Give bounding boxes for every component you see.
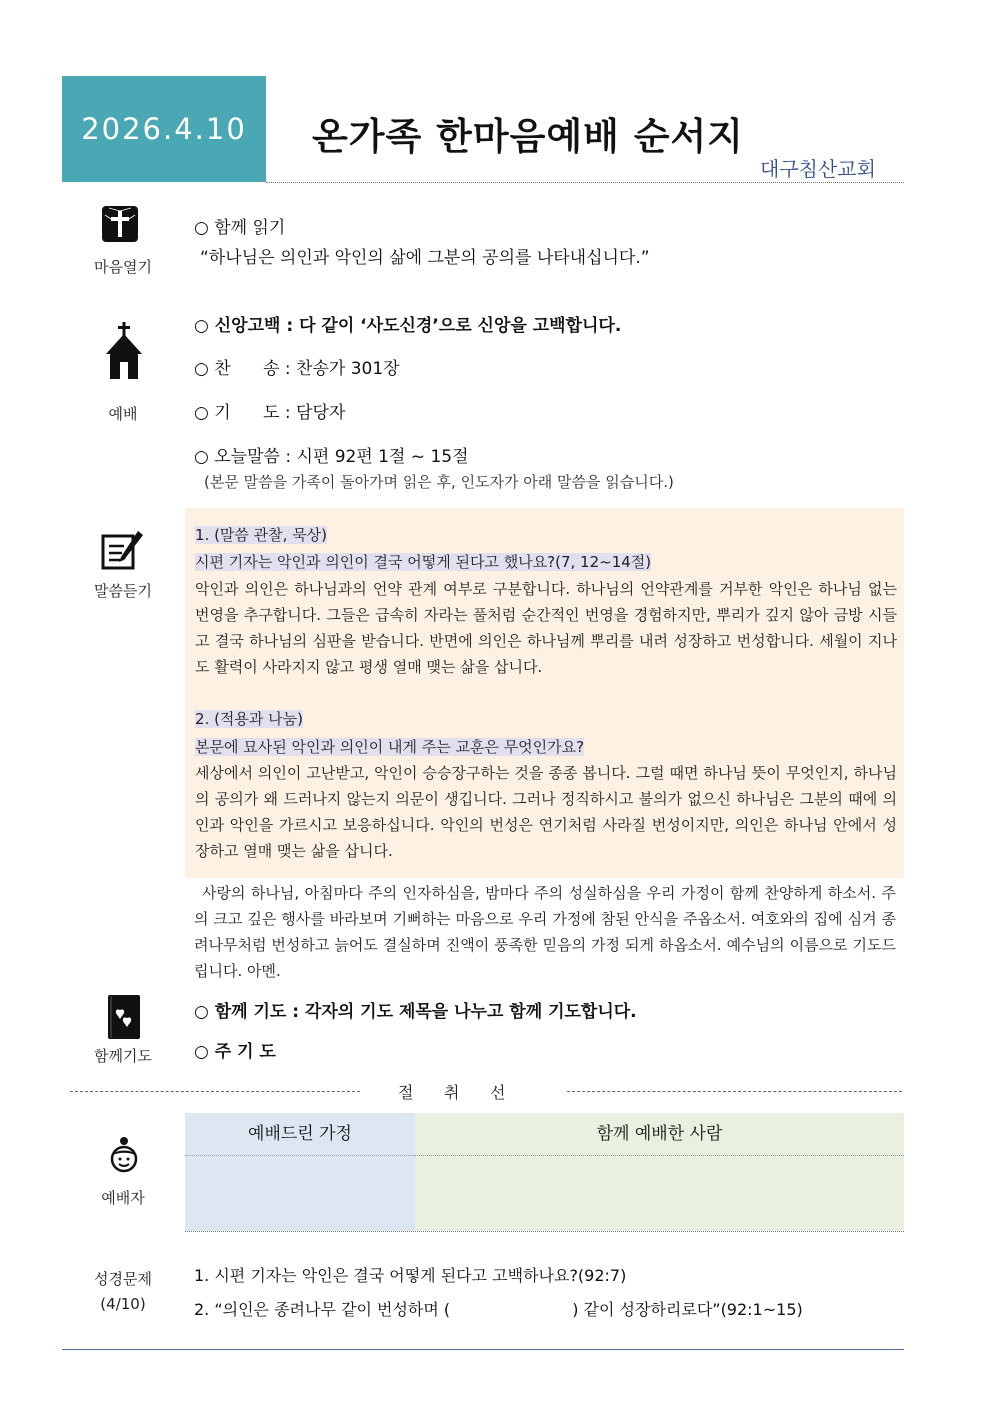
page-title: 온가족 한마음예배 순서지: [312, 115, 744, 158]
q1-question: 시편 기자는 악인과 의인이 결국 어떻게 된다고 했나요?(7, 12~14절): [195, 553, 652, 571]
header-divider: [266, 182, 904, 183]
church-icon: [104, 322, 144, 384]
quiz-date: (4/10): [100, 1295, 146, 1313]
closing-prayer: 사랑의 하나님, 아침마다 주의 인자하심을, 밤마다 주의 성실하심을 우리 가정이 함께 찬양하게 하소서. 주의 크고 깊은 행사를 바라보며 기뻐하는 마음으로 우리 가정에 참된 안식을 주옵소서. 여호와의 집에 심겨 종려나무처럼 번성하고 늙어도 결실하며 진액이 풍족한 믿음의 가정 되게 하옵소서. 예수님의 이름으로 기도드립니다. 아멘.: [194, 884, 896, 980]
cut-line: [62, 1080, 904, 1102]
together-prayer-item: ○ 함께 기도 : 각자의 기도 제목을 나누고 함께 기도합니다.: [194, 1002, 637, 1022]
section-label-quiz: 성경문제: [94, 1270, 152, 1288]
person-face-icon: [107, 1136, 141, 1178]
quiz-question-1: 1. 시편 기자는 악인은 결국 어떻게 된다고 고백하나요?(92:7): [194, 1266, 627, 1285]
prayer-line: ○ 기 도 : 담당자: [194, 403, 346, 423]
people-column: [415, 1113, 904, 1231]
word-line: ○ 오늘말씀 : 시편 92편 1절 ~ 15절: [194, 447, 469, 467]
quiz-question-2: 2. “의인은 종려나무 같이 번성하며 ( ) 같이 성장하리로다”(92:1~15): [194, 1300, 803, 1319]
bible-cross-icon: [101, 205, 139, 247]
section-label-opening: 마음열기: [94, 258, 152, 276]
opening-item: ○ 함께 읽기: [194, 218, 286, 238]
note-pen-icon: [100, 530, 144, 574]
cut-line-text: 절 취 선: [398, 1083, 506, 1102]
section-label-prayer: 함께기도: [94, 1047, 152, 1065]
sermon-box: [185, 508, 904, 878]
worshipper-table: [185, 1113, 904, 1232]
family-column-header: 예배드린 가정: [185, 1113, 415, 1156]
people-input-cell[interactable]: [415, 1156, 904, 1231]
q2-body: 세상에서 의인이 고난받고, 악인이 승승장구하는 것을 종종 봅니다. 그럴 때면 하나님 뜻이 무엇인지, 하나님의 공의가 왜 드러나지 않는지 의문이 생깁니다. 그러나 정직하시고 불의가 없으신 하나님은 그분의 때에 의인과 악인을 가르시고 보응하십니다. 악인의 번성은 연기처럼 사라질 번성이지만, 의인은 하나님 안에서 성장하고 열매 맺는 삶을 삽니다.: [195, 764, 897, 860]
date-text: 2026.4.10: [81, 112, 247, 146]
opening-quote: “하나님은 의인과 악인의 삶에 그분의 공의를 나타내십니다.”: [200, 248, 650, 268]
hymn-line: ○ 찬 송 : 찬송가 301장: [194, 359, 400, 379]
people-column-header: 함께 예배한 사람: [415, 1113, 904, 1156]
heart-card-icon: [107, 994, 141, 1044]
q1-head: 1. (말씀 관찰, 묵상): [195, 526, 328, 544]
family-column: [185, 1113, 415, 1231]
footer-divider: [62, 1349, 904, 1350]
section-label-worship: 예배: [108, 405, 138, 423]
creed-line: ○ 신앙고백 : 다 같이 ‘사도신경’으로 신앙을 고백합니다.: [194, 316, 622, 336]
church-name: 대구침산교회: [760, 157, 876, 181]
word-note: (본문 말씀을 가족이 돌아가며 읽은 후, 인도자가 아래 말씀을 읽습니다.): [204, 473, 674, 491]
family-input-cell[interactable]: [185, 1156, 415, 1231]
lords-prayer-item: ○ 주 기 도: [194, 1042, 276, 1062]
q2-question: 본문에 묘사된 악인과 의인이 내게 주는 교훈은 무엇인가요?: [195, 738, 585, 756]
q2-head: 2. (적용과 나눔): [195, 710, 304, 728]
section-label-listening: 말씀듣기: [94, 582, 152, 600]
q1-body: 악인과 의인은 하나님과의 언약 관계 여부로 구분합니다. 하나님의 언약관계를 거부한 악인은 하나님 없는 번영을 추구합니다. 그들은 급속히 자라는 풀처럼 순간적인 번영을 경험하지만, 뿌리가 깊지 않아 금방 시들고 결국 하나님의 심판을 받습니다. 반면에 의인은 하나님께 뿌리를 내려 성장하고 번성합니다. 세월이 지나도 활력이 사라지지 않고 평생 열매 맺는 삶을 삽니다.: [195, 580, 897, 676]
section-label-worshipper: 예배자: [101, 1189, 145, 1207]
date-badge: [62, 76, 266, 182]
